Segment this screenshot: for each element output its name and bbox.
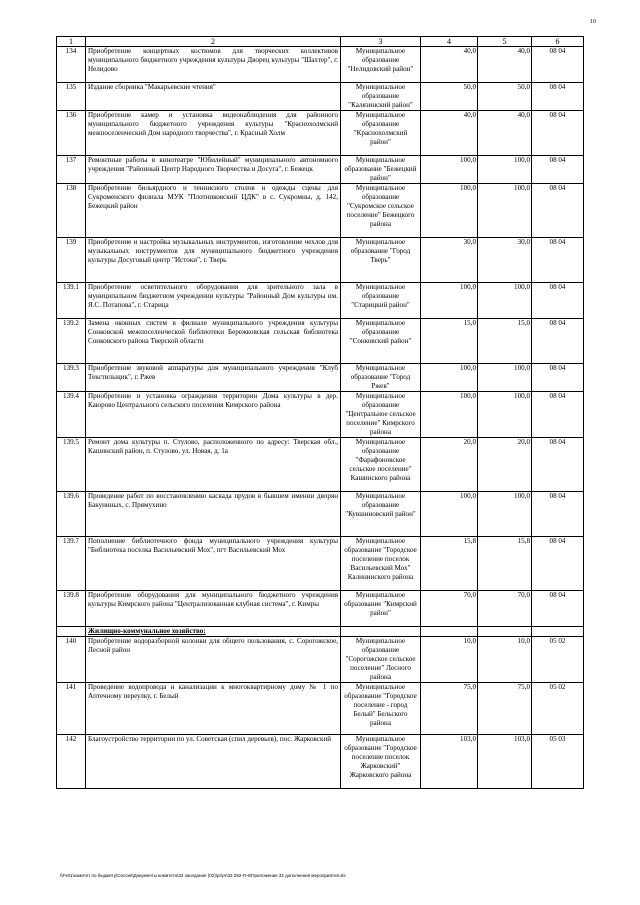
budget-code: 08 04 — [532, 492, 584, 537]
budget-code: 05 02 — [532, 637, 584, 683]
amount-col4: 100,0 — [421, 184, 478, 238]
amount-col4: 100,0 — [421, 492, 478, 537]
row-number: 139.5 — [57, 438, 86, 492]
amount-col4: 50,0 — [421, 83, 478, 111]
budget-code: 05 03 — [532, 735, 584, 789]
row-number: 139.7 — [57, 537, 86, 591]
event-description: Приобретение бильярдного и теннисного столов и одежды сцены для Сукроменского филиала МУК "Плотниковский ЦДК" в с. Сукромны, д. 142, Бежецкий район — [86, 184, 341, 238]
amount-col5: 20,0 — [478, 438, 532, 492]
amount-col5: 75,0 — [478, 683, 532, 735]
empty-cell — [341, 627, 421, 637]
column-header: 1 — [57, 37, 86, 47]
amount-col5: 100,0 — [478, 283, 532, 319]
recipient: Муниципальное образование "Сонковский район" — [341, 319, 421, 364]
column-header: 6 — [532, 37, 584, 47]
event-description: Приобретение осветительного оборудования для зрительного зала в муниципальном бюджетном учреждении культуры "Районный Дом культуры им. Я.С. Потапова", г. Старица — [86, 283, 341, 319]
row-number: 136 — [57, 111, 86, 156]
recipient: Муниципальное образование "Город Тверь" — [341, 238, 421, 283]
recipient: Муниципальное образование "Городское поселение поселок Жарковский" Жарковского района — [341, 735, 421, 789]
event-description: Приобретение и настройка музыкальных инструментов, изготовление чехлов для музыкальных инструментов для муниципального бюджетного учреждения культуры Досуговый центр "Истоки", г. Тверь — [86, 238, 341, 283]
allocation-table — [56, 36, 584, 789]
recipient: Муниципальное образование "Краснохолмский район" — [341, 111, 421, 156]
event-description: Приобретение и установка ограждения территории Дома культуры в дер. Каюрово Центрального сельского поселения Кимрского района — [86, 392, 341, 438]
table-row — [57, 537, 584, 591]
column-header: 2 — [86, 37, 341, 47]
row-number: 139.1 — [57, 283, 86, 319]
amount-col4: 103,0 — [421, 735, 478, 789]
recipient: Муниципальное образование "Сорогожское сельское поселение" Лесного района — [341, 637, 421, 683]
recipient: Муниципальное образование "Кувшиновский район" — [341, 492, 421, 537]
table-row — [57, 683, 584, 735]
recipient: Муниципальное образование "Бежецкий район" — [341, 156, 421, 184]
table-row — [57, 492, 584, 537]
column-header: 3 — [341, 37, 421, 47]
event-description: Издание сборника "Макарьевские чтения" — [86, 83, 341, 111]
budget-code: 08 04 — [532, 111, 584, 156]
recipient: Муниципальное образование "Фарафоновское сельское поселение" Кашинского района — [341, 438, 421, 492]
table-row — [57, 238, 584, 283]
budget-code: 08 04 — [532, 283, 584, 319]
recipient: Муниципальное образование "Город Ржев" — [341, 364, 421, 392]
budget-code: 08 04 — [532, 238, 584, 283]
row-number: 134 — [57, 47, 86, 83]
event-description: Приобретение оборудования для муниципального бюджетного учреждения культуры Кимрского района "Централизованная клубная система", г. Кимры — [86, 591, 341, 627]
budget-code: 08 04 — [532, 83, 584, 111]
row-number: 139.3 — [57, 364, 86, 392]
column-header: 4 — [421, 37, 478, 47]
table-row — [57, 283, 584, 319]
budget-code: 05 02 — [532, 683, 584, 735]
amount-col5: 15,0 — [478, 319, 532, 364]
event-description: Пополнение библиотечного фонда муниципального учреждения культуры "Библиотека поселка Васильевский Мох", пгт Васильевский Мох — [86, 537, 341, 591]
table-row — [57, 319, 584, 364]
amount-col5: 40,0 — [478, 111, 532, 156]
budget-code: 08 04 — [532, 156, 584, 184]
event-description: Приобретение камер и установка видеонаблюдения для районного муниципального бюджетного учреждения культуры "Краснохолмский межпоселенческий Дом народного творчества", г. Красный Холм — [86, 111, 341, 156]
table-row — [57, 184, 584, 238]
amount-col4: 30,0 — [421, 238, 478, 283]
event-description: Приобретение звуковой аппаратуры для муниципального учреждения "Клуб Текстильщик", г. Ржев — [86, 364, 341, 392]
event-description: Ремонтные работы в кинотеатре "Юбилейный" муниципального автономного учреждения "Районный Центр Народного Творчества и Досуга", г. Бежецк — [86, 156, 341, 184]
file-path-footer: \\Fs01\комитет по бюджету\Сессия\Документы комитета\33 заседание (02)\pr\pr\33 282-П-6\Приложение 32 дополнения мероприятия.xls — [60, 873, 346, 878]
table-row — [57, 392, 584, 438]
budget-code: 08 04 — [532, 591, 584, 627]
amount-col4: 40,0 — [421, 47, 478, 83]
amount-col4: 100,0 — [421, 392, 478, 438]
row-number: 139.4 — [57, 392, 86, 438]
row-number: 138 — [57, 184, 86, 238]
amount-col4: 100,0 — [421, 364, 478, 392]
amount-col5: 100,0 — [478, 184, 532, 238]
recipient: Муниципальное образование "Сукромское сельское поселение" Бежецкого района — [341, 184, 421, 238]
budget-code: 08 04 — [532, 392, 584, 438]
budget-code: 08 04 — [532, 364, 584, 392]
budget-code: 08 04 — [532, 47, 584, 83]
table-row — [57, 637, 584, 683]
recipient: Муниципальное образование "Центральное сельское поселение" Кимрского района — [341, 392, 421, 438]
table-row — [57, 438, 584, 492]
table-row — [57, 735, 584, 789]
event-description: Проведение водопровода и канализации к многоквартирному дому № 1 по Аптечному переулку, г. Белый — [86, 683, 341, 735]
column-header: 5 — [478, 37, 532, 47]
empty-cell — [57, 627, 86, 637]
empty-cell — [532, 627, 584, 637]
recipient: Муниципальное образование "Калязинский район" — [341, 83, 421, 111]
amount-col5: 100,0 — [478, 156, 532, 184]
amount-col4: 100,0 — [421, 283, 478, 319]
event-description: Благоустройство территории по ул. Советская (спил деревьев), пос. Жарковский — [86, 735, 341, 789]
empty-cell — [421, 627, 478, 637]
amount-col4: 40,0 — [421, 111, 478, 156]
row-number: 135 — [57, 83, 86, 111]
amount-col5: 50,0 — [478, 83, 532, 111]
amount-col5: 100,0 — [478, 392, 532, 438]
budget-code: 08 04 — [532, 184, 584, 238]
page-number: 10 — [590, 19, 596, 25]
row-number: 139 — [57, 238, 86, 283]
recipient: Муниципальное образование "Городское поселение - город Белый" Бельского района — [341, 683, 421, 735]
event-description: Проведение работ по восстановлению каскада прудов в бывшем имении дворян Бакуниных, с. Прямухино — [86, 492, 341, 537]
row-number: 139.2 — [57, 319, 86, 364]
row-number: 139.8 — [57, 591, 86, 627]
table-row — [57, 591, 584, 627]
table-header-row — [57, 37, 584, 47]
table-row — [57, 83, 584, 111]
amount-col4: 20,0 — [421, 438, 478, 492]
recipient: Муниципальное образование "Городское поселение поселок Васильевский Мох" Калининского района — [341, 537, 421, 591]
amount-col4: 10,0 — [421, 637, 478, 683]
amount-col5: 100,0 — [478, 364, 532, 392]
budget-code: 08 04 — [532, 319, 584, 364]
amount-col4: 100,0 — [421, 156, 478, 184]
recipient: Муниципальное образование "Нелидовский район" — [341, 47, 421, 83]
amount-col5: 40,0 — [478, 47, 532, 83]
table-row — [57, 156, 584, 184]
section-row — [57, 627, 584, 637]
recipient: Муниципальное образование "Кимрский район" — [341, 591, 421, 627]
amount-col5: 100,0 — [478, 492, 532, 537]
amount-col4: 15,0 — [421, 319, 478, 364]
event-description: Ремонт дома культуры п. Стулово, расположенного по адресу: Тверская обл., Кашинский район, п. Стулово, ул. Новая, д. 1а — [86, 438, 341, 492]
row-number: 139.6 — [57, 492, 86, 537]
row-number: 142 — [57, 735, 86, 789]
event-description: Приобретение водоразборной колонки для общего пользования, с. Сорогожское, Лесной район — [86, 637, 341, 683]
event-description: Приобретение концертных костюмов для творческих коллективов муниципального бюджетного учреждения культуры Дворец культуры "Шахтер", г. Нелидово — [86, 47, 341, 83]
table-row — [57, 364, 584, 392]
budget-code: 08 04 — [532, 537, 584, 591]
empty-cell — [478, 627, 532, 637]
amount-col5: 30,0 — [478, 238, 532, 283]
row-number: 140 — [57, 637, 86, 683]
event-description: Замена оконных систем в филиале муниципального учреждения культуры Сонковской межпоселенческой библиотеки Бережковская сельская библиотека Сонковского района Тверской области — [86, 319, 341, 364]
amount-col4: 15,8 — [421, 537, 478, 591]
amount-col4: 75,0 — [421, 683, 478, 735]
recipient: Муниципальное образование "Старицкий район" — [341, 283, 421, 319]
amount-col5: 70,0 — [478, 591, 532, 627]
table-row — [57, 111, 584, 156]
amount-col5: 10,0 — [478, 637, 532, 683]
section-title: Жилищно-коммунальное хозяйство: — [86, 627, 341, 637]
budget-code: 08 04 — [532, 438, 584, 492]
row-number: 137 — [57, 156, 86, 184]
amount-col5: 15,8 — [478, 537, 532, 591]
row-number: 141 — [57, 683, 86, 735]
amount-col5: 103,0 — [478, 735, 532, 789]
table-row — [57, 47, 584, 83]
amount-col4: 70,0 — [421, 591, 478, 627]
